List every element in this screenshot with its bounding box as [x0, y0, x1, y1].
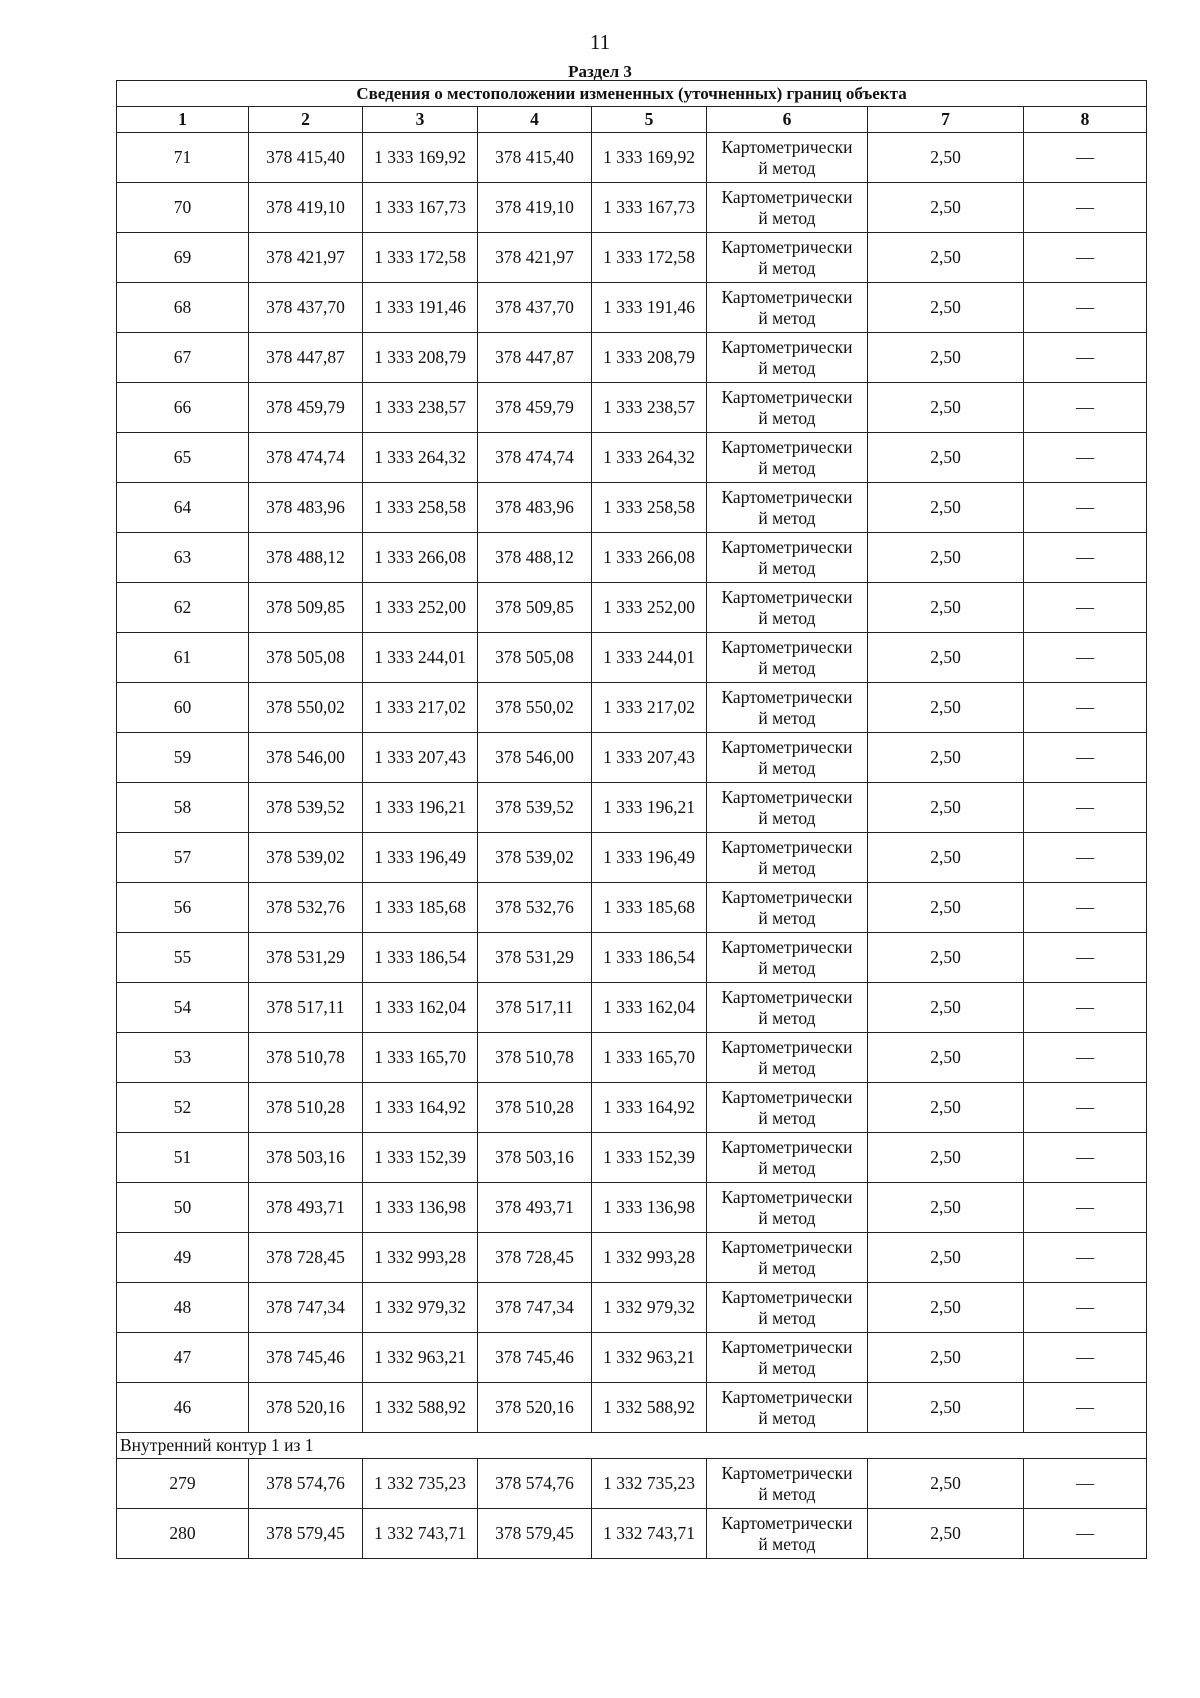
method-cell: Картометрически й метод: [707, 1509, 868, 1559]
y-cell: 1 333 136,98: [592, 1183, 707, 1233]
note-cell: —: [1024, 683, 1147, 733]
accuracy-cell: 2,50: [868, 1383, 1024, 1433]
x-cell: 378 510,78: [478, 1033, 592, 1083]
x-cell: 378 505,08: [249, 633, 363, 683]
y-cell: 1 333 244,01: [363, 633, 478, 683]
x-cell: 378 574,76: [478, 1459, 592, 1509]
note-cell: —: [1024, 833, 1147, 883]
accuracy-cell: 2,50: [868, 1033, 1024, 1083]
x-cell: 378 474,74: [249, 433, 363, 483]
x-cell: 378 509,85: [249, 583, 363, 633]
table-row: [117, 333, 1147, 383]
y-cell: 1 332 743,71: [592, 1509, 707, 1559]
table-row: [117, 783, 1147, 833]
y-cell: 1 333 152,39: [363, 1133, 478, 1183]
x-cell: 378 474,74: [478, 433, 592, 483]
point-number-cell: 56: [117, 883, 249, 933]
x-cell: 378 728,45: [478, 1233, 592, 1283]
accuracy-cell: 2,50: [868, 933, 1024, 983]
point-number-cell: 62: [117, 583, 249, 633]
y-cell: 1 333 238,57: [363, 383, 478, 433]
note-cell: —: [1024, 983, 1147, 1033]
table-row: [117, 633, 1147, 683]
table-row: [117, 283, 1147, 333]
accuracy-cell: 2,50: [868, 983, 1024, 1033]
y-cell: 1 333 164,92: [363, 1083, 478, 1133]
column-header: 4: [478, 107, 592, 133]
table-row: [117, 933, 1147, 983]
y-cell: 1 333 162,04: [592, 983, 707, 1033]
table-row: [117, 733, 1147, 783]
table-row: [117, 1083, 1147, 1133]
y-cell: 1 333 252,00: [363, 583, 478, 633]
y-cell: 1 333 266,08: [592, 533, 707, 583]
y-cell: 1 333 217,02: [363, 683, 478, 733]
accuracy-cell: 2,50: [868, 1459, 1024, 1509]
y-cell: 1 332 979,32: [363, 1283, 478, 1333]
point-number-cell: 52: [117, 1083, 249, 1133]
y-cell: 1 333 258,58: [363, 483, 478, 533]
method-cell: Картометрически й метод: [707, 1033, 868, 1083]
x-cell: 378 415,40: [249, 133, 363, 183]
accuracy-cell: 2,50: [868, 633, 1024, 683]
method-cell: Картометрически й метод: [707, 1383, 868, 1433]
y-cell: 1 333 207,43: [363, 733, 478, 783]
table-row: [117, 1333, 1147, 1383]
point-number-cell: 280: [117, 1509, 249, 1559]
y-cell: 1 333 191,46: [363, 283, 478, 333]
y-cell: 1 332 588,92: [363, 1383, 478, 1433]
table-row: [117, 433, 1147, 483]
point-number-cell: 70: [117, 183, 249, 233]
y-cell: 1 333 136,98: [363, 1183, 478, 1233]
method-cell: Картометрически й метод: [707, 933, 868, 983]
x-cell: 378 510,28: [478, 1083, 592, 1133]
x-cell: 378 539,02: [478, 833, 592, 883]
x-cell: 378 747,34: [478, 1283, 592, 1333]
y-cell: 1 333 208,79: [592, 333, 707, 383]
column-header: 3: [363, 107, 478, 133]
method-cell: Картометрически й метод: [707, 1333, 868, 1383]
note-cell: —: [1024, 133, 1147, 183]
table-row: [117, 233, 1147, 283]
method-cell: Картометрически й метод: [707, 1233, 868, 1283]
table-row: [117, 1283, 1147, 1333]
section-title: Раздел 3: [568, 62, 632, 81]
note-cell: —: [1024, 433, 1147, 483]
x-cell: 378 503,16: [249, 1133, 363, 1183]
point-number-cell: 57: [117, 833, 249, 883]
x-cell: 378 447,87: [478, 333, 592, 383]
point-number-cell: 59: [117, 733, 249, 783]
x-cell: 378 550,02: [249, 683, 363, 733]
note-cell: —: [1024, 1509, 1147, 1559]
note-cell: —: [1024, 1183, 1147, 1233]
accuracy-cell: 2,50: [868, 1333, 1024, 1383]
method-cell: Картометрически й метод: [707, 283, 868, 333]
y-cell: 1 333 238,57: [592, 383, 707, 433]
point-number-cell: 51: [117, 1133, 249, 1183]
y-cell: 1 333 196,49: [592, 833, 707, 883]
note-cell: —: [1024, 583, 1147, 633]
y-cell: 1 333 165,70: [592, 1033, 707, 1083]
point-number-cell: 61: [117, 633, 249, 683]
method-cell: Картометрически й метод: [707, 683, 868, 733]
method-cell: Картометрически й метод: [707, 333, 868, 383]
note-cell: —: [1024, 883, 1147, 933]
note-cell: —: [1024, 383, 1147, 433]
method-cell: Картометрически й метод: [707, 883, 868, 933]
accuracy-cell: 2,50: [868, 183, 1024, 233]
table-caption: Сведения о местоположении измененных (уточненных) границ объекта: [117, 81, 1147, 107]
method-cell: Картометрически й метод: [707, 1133, 868, 1183]
y-cell: 1 333 172,58: [363, 233, 478, 283]
x-cell: 378 520,16: [478, 1383, 592, 1433]
point-number-cell: 47: [117, 1333, 249, 1383]
accuracy-cell: 2,50: [868, 1083, 1024, 1133]
y-cell: 1 333 185,68: [592, 883, 707, 933]
x-cell: 378 459,79: [249, 383, 363, 433]
note-cell: —: [1024, 733, 1147, 783]
y-cell: 1 333 196,49: [363, 833, 478, 883]
table-row: [117, 1133, 1147, 1183]
accuracy-cell: 2,50: [868, 483, 1024, 533]
y-cell: 1 333 244,01: [592, 633, 707, 683]
x-cell: 378 532,76: [478, 883, 592, 933]
column-header: 1: [117, 107, 249, 133]
x-cell: 378 510,28: [249, 1083, 363, 1133]
note-cell: —: [1024, 1283, 1147, 1333]
method-cell: Картометрически й метод: [707, 133, 868, 183]
note-cell: —: [1024, 633, 1147, 683]
table-row: [117, 133, 1147, 183]
x-cell: 378 415,40: [478, 133, 592, 183]
note-cell: —: [1024, 1083, 1147, 1133]
accuracy-cell: 2,50: [868, 783, 1024, 833]
x-cell: 378 483,96: [249, 483, 363, 533]
method-cell: Картометрически й метод: [707, 1459, 868, 1509]
x-cell: 378 488,12: [478, 533, 592, 583]
y-cell: 1 333 169,92: [363, 133, 478, 183]
table-row: [117, 483, 1147, 533]
table-row: [117, 583, 1147, 633]
table-row: [117, 183, 1147, 233]
inner-contour-row: [117, 1433, 1147, 1459]
point-number-cell: 67: [117, 333, 249, 383]
point-number-cell: 49: [117, 1233, 249, 1283]
x-cell: 378 579,45: [249, 1509, 363, 1559]
y-cell: 1 333 258,58: [592, 483, 707, 533]
method-cell: Картометрически й метод: [707, 383, 868, 433]
x-cell: 378 493,71: [478, 1183, 592, 1233]
x-cell: 378 546,00: [249, 733, 363, 783]
point-number-cell: 279: [117, 1459, 249, 1509]
y-cell: 1 332 963,21: [592, 1333, 707, 1383]
column-header-row: [117, 107, 1147, 133]
x-cell: 378 539,02: [249, 833, 363, 883]
y-cell: 1 333 196,21: [592, 783, 707, 833]
x-cell: 378 419,10: [249, 183, 363, 233]
table-row: [117, 883, 1147, 933]
y-cell: 1 333 164,92: [592, 1083, 707, 1133]
note-cell: —: [1024, 1233, 1147, 1283]
x-cell: 378 745,46: [478, 1333, 592, 1383]
point-number-cell: 68: [117, 283, 249, 333]
x-cell: 378 510,78: [249, 1033, 363, 1083]
method-cell: Картометрически й метод: [707, 783, 868, 833]
accuracy-cell: 2,50: [868, 383, 1024, 433]
x-cell: 378 574,76: [249, 1459, 363, 1509]
x-cell: 378 459,79: [478, 383, 592, 433]
page-number: 11: [589, 30, 611, 54]
column-header: 2: [249, 107, 363, 133]
accuracy-cell: 2,50: [868, 233, 1024, 283]
table-body: [117, 133, 1147, 1559]
x-cell: 378 509,85: [478, 583, 592, 633]
y-cell: 1 333 152,39: [592, 1133, 707, 1183]
method-cell: Картометрически й метод: [707, 983, 868, 1033]
accuracy-cell: 2,50: [868, 833, 1024, 883]
table-row: [117, 1033, 1147, 1083]
method-cell: Картометрически й метод: [707, 483, 868, 533]
method-cell: Картометрически й метод: [707, 833, 868, 883]
y-cell: 1 332 993,28: [592, 1233, 707, 1283]
y-cell: 1 333 252,00: [592, 583, 707, 633]
x-cell: 378 539,52: [249, 783, 363, 833]
point-number-cell: 63: [117, 533, 249, 583]
accuracy-cell: 2,50: [868, 733, 1024, 783]
boundary-coordinates-table: [116, 80, 1147, 1559]
y-cell: 1 333 185,68: [363, 883, 478, 933]
point-number-cell: 54: [117, 983, 249, 1033]
note-cell: —: [1024, 1033, 1147, 1083]
x-cell: 378 437,70: [478, 283, 592, 333]
x-cell: 378 531,29: [478, 933, 592, 983]
x-cell: 378 517,11: [249, 983, 363, 1033]
point-number-cell: 64: [117, 483, 249, 533]
method-cell: Картометрически й метод: [707, 583, 868, 633]
x-cell: 378 483,96: [478, 483, 592, 533]
y-cell: 1 333 217,02: [592, 683, 707, 733]
accuracy-cell: 2,50: [868, 583, 1024, 633]
method-cell: Картометрически й метод: [707, 183, 868, 233]
point-number-cell: 53: [117, 1033, 249, 1083]
y-cell: 1 333 191,46: [592, 283, 707, 333]
accuracy-cell: 2,50: [868, 333, 1024, 383]
table-row: [117, 833, 1147, 883]
method-cell: Картометрически й метод: [707, 233, 868, 283]
y-cell: 1 332 979,32: [592, 1283, 707, 1333]
point-number-cell: 69: [117, 233, 249, 283]
y-cell: 1 333 165,70: [363, 1033, 478, 1083]
accuracy-cell: 2,50: [868, 1133, 1024, 1183]
note-cell: —: [1024, 483, 1147, 533]
method-cell: Картометрически й метод: [707, 633, 868, 683]
x-cell: 378 728,45: [249, 1233, 363, 1283]
x-cell: 378 532,76: [249, 883, 363, 933]
accuracy-cell: 2,50: [868, 1233, 1024, 1283]
y-cell: 1 332 743,71: [363, 1509, 478, 1559]
x-cell: 378 517,11: [478, 983, 592, 1033]
inner-contour-label: Внутренний контур 1 из 1: [117, 1433, 1147, 1459]
accuracy-cell: 2,50: [868, 1509, 1024, 1559]
x-cell: 378 493,71: [249, 1183, 363, 1233]
x-cell: 378 421,97: [478, 233, 592, 283]
x-cell: 378 437,70: [249, 283, 363, 333]
y-cell: 1 332 735,23: [592, 1459, 707, 1509]
accuracy-cell: 2,50: [868, 1183, 1024, 1233]
table-row: [117, 683, 1147, 733]
y-cell: 1 333 162,04: [363, 983, 478, 1033]
x-cell: 378 421,97: [249, 233, 363, 283]
method-cell: Картометрически й метод: [707, 1283, 868, 1333]
x-cell: 378 505,08: [478, 633, 592, 683]
x-cell: 378 447,87: [249, 333, 363, 383]
y-cell: 1 333 196,21: [363, 783, 478, 833]
y-cell: 1 333 167,73: [363, 183, 478, 233]
y-cell: 1 333 169,92: [592, 133, 707, 183]
y-cell: 1 333 264,32: [592, 433, 707, 483]
x-cell: 378 747,34: [249, 1283, 363, 1333]
x-cell: 378 579,45: [478, 1509, 592, 1559]
method-cell: Картометрически й метод: [707, 433, 868, 483]
x-cell: 378 488,12: [249, 533, 363, 583]
y-cell: 1 333 266,08: [363, 533, 478, 583]
y-cell: 1 332 588,92: [592, 1383, 707, 1433]
y-cell: 1 333 172,58: [592, 233, 707, 283]
table-row: [117, 1183, 1147, 1233]
note-cell: —: [1024, 233, 1147, 283]
y-cell: 1 333 264,32: [363, 433, 478, 483]
x-cell: 378 520,16: [249, 1383, 363, 1433]
note-cell: —: [1024, 1383, 1147, 1433]
accuracy-cell: 2,50: [868, 683, 1024, 733]
y-cell: 1 333 186,54: [363, 933, 478, 983]
point-number-cell: 48: [117, 1283, 249, 1333]
point-number-cell: 60: [117, 683, 249, 733]
point-number-cell: 46: [117, 1383, 249, 1433]
note-cell: —: [1024, 183, 1147, 233]
y-cell: 1 333 167,73: [592, 183, 707, 233]
table-row: [117, 533, 1147, 583]
note-cell: —: [1024, 1133, 1147, 1183]
x-cell: 378 531,29: [249, 933, 363, 983]
point-number-cell: 55: [117, 933, 249, 983]
x-cell: 378 539,52: [478, 783, 592, 833]
table-row: [117, 983, 1147, 1033]
accuracy-cell: 2,50: [868, 433, 1024, 483]
y-cell: 1 332 993,28: [363, 1233, 478, 1283]
note-cell: —: [1024, 333, 1147, 383]
y-cell: 1 332 963,21: [363, 1333, 478, 1383]
point-number-cell: 58: [117, 783, 249, 833]
accuracy-cell: 2,50: [868, 283, 1024, 333]
table-row: [117, 1233, 1147, 1283]
x-cell: 378 503,16: [478, 1133, 592, 1183]
column-header: 7: [868, 107, 1024, 133]
x-cell: 378 745,46: [249, 1333, 363, 1383]
method-cell: Картометрически й метод: [707, 533, 868, 583]
column-header: 6: [707, 107, 868, 133]
point-number-cell: 50: [117, 1183, 249, 1233]
accuracy-cell: 2,50: [868, 883, 1024, 933]
method-cell: Картометрически й метод: [707, 1183, 868, 1233]
table-row: [117, 1383, 1147, 1433]
x-cell: 378 550,02: [478, 683, 592, 733]
column-header: 8: [1024, 107, 1147, 133]
table-row: [117, 1459, 1147, 1509]
x-cell: 378 419,10: [478, 183, 592, 233]
accuracy-cell: 2,50: [868, 533, 1024, 583]
y-cell: 1 333 186,54: [592, 933, 707, 983]
table-row: [117, 383, 1147, 433]
point-number-cell: 65: [117, 433, 249, 483]
note-cell: —: [1024, 283, 1147, 333]
table-row: [117, 1509, 1147, 1559]
y-cell: 1 333 207,43: [592, 733, 707, 783]
x-cell: 378 546,00: [478, 733, 592, 783]
method-cell: Картометрически й метод: [707, 1083, 868, 1133]
note-cell: —: [1024, 783, 1147, 833]
note-cell: —: [1024, 933, 1147, 983]
note-cell: —: [1024, 1459, 1147, 1509]
note-cell: —: [1024, 533, 1147, 583]
note-cell: —: [1024, 1333, 1147, 1383]
point-number-cell: 66: [117, 383, 249, 433]
point-number-cell: 71: [117, 133, 249, 183]
accuracy-cell: 2,50: [868, 133, 1024, 183]
y-cell: 1 332 735,23: [363, 1459, 478, 1509]
column-header: 5: [592, 107, 707, 133]
accuracy-cell: 2,50: [868, 1283, 1024, 1333]
y-cell: 1 333 208,79: [363, 333, 478, 383]
method-cell: Картометрически й метод: [707, 733, 868, 783]
